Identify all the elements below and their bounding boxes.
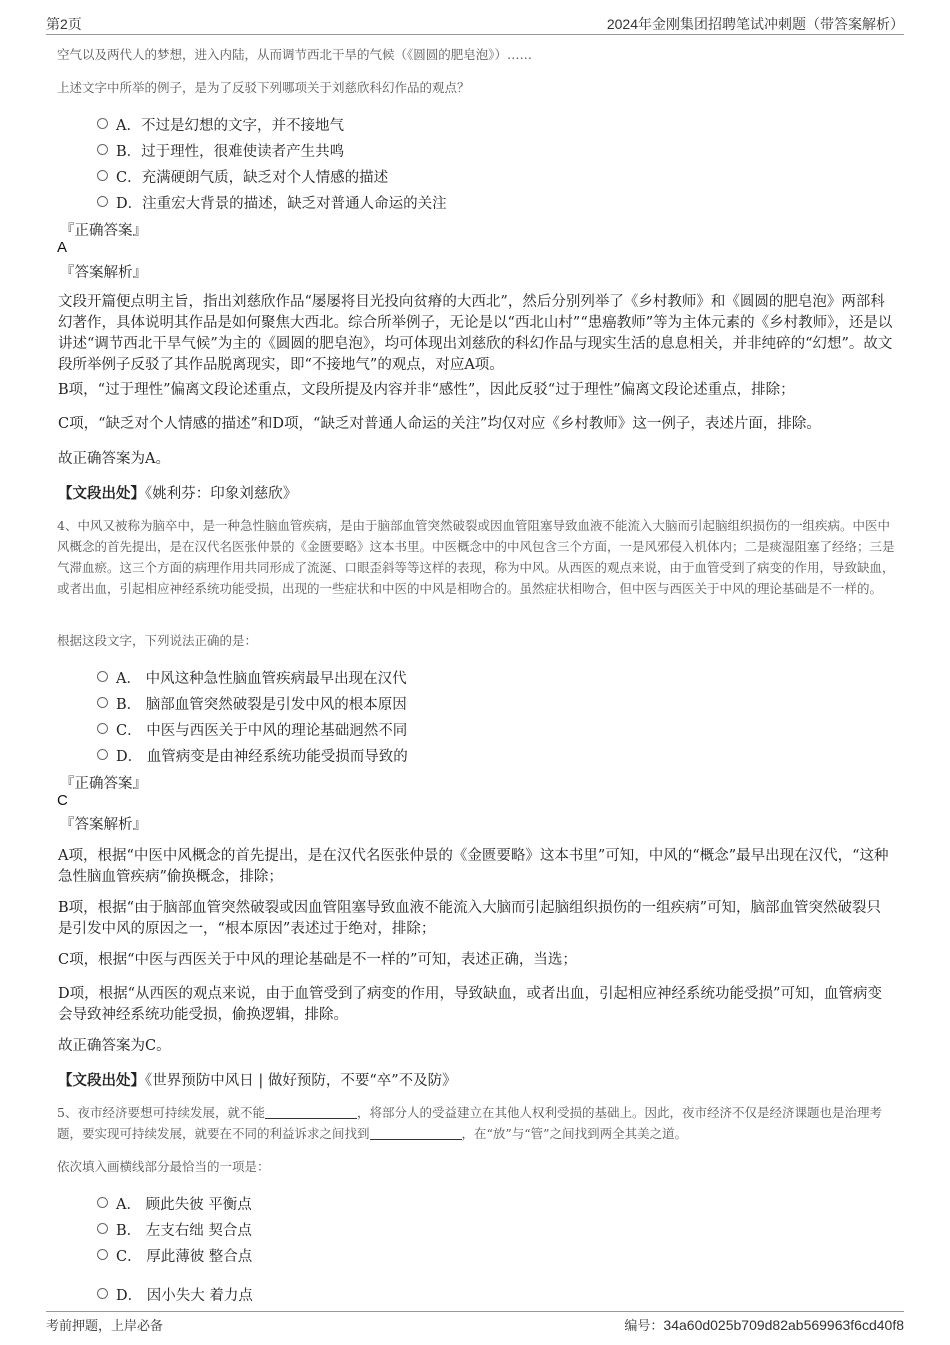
radio-icon[interactable] [97, 1223, 108, 1234]
radio-icon[interactable] [97, 196, 108, 207]
radio-icon[interactable] [97, 1249, 108, 1260]
footer-slogan: 考前押题，上岸必备 [46, 1319, 164, 1334]
q5-stem: 依次填入画横线部分最恰当的一项是： [57, 1159, 270, 1174]
q3-analysis-3: C项，“缺乏对个人情感的描述”和D项，“缺乏对普通人命运的关注”均仅对应《乡村教师》这一例子，表述片面，排除。 [58, 416, 821, 432]
radio-icon[interactable] [97, 749, 108, 760]
q4-analysis-3: C项，根据“中医与西医关于中风的理论基础是不一样的”可知，表述正确，当选； [58, 952, 577, 968]
q4-analysis-2: B项，根据“由于脑部血管突然破裂或因血管阻塞导致血液不能流入大脑而引起脑组织损伤的一组疾病”可知，脑部血管突然破裂只是引发中风的原因之一，“根本原因”表述过于绝对，排除； [58, 900, 881, 937]
q4-analysis-1: A项，根据“中医中风概念的首先提出，是在汉代名医张仲景的《金匮要略》这本书里”可知，中风的“概念”最早出现在汉代，“这种急性脑血管疾病”偷换概念，排除； [58, 848, 889, 885]
fill-blank-1[interactable] [265, 1106, 357, 1119]
q4-option-c[interactable]: C． 中医与西医关于中风的理论基础迥然不同 [97, 719, 407, 743]
page-header [46, 12, 904, 35]
q5-option-d[interactable]: D． 因小失大 着力点 [97, 1284, 253, 1308]
q4-source: 【文段出处】《世界预防中风日 | 做好预防，不要“卒”不及防》 [58, 1072, 457, 1089]
q4-analysis-4: D项，根据“从西医的观点来说，由于血管受到了病变的作用，导致缺血，或者出血，引起相应神经系统功能受损”可知，血管病变会导致神经系统功能受损，偷换逻辑，排除。 [58, 986, 882, 1023]
document-title: 2024年金刚集团招聘笔试冲刺题（带答案解析） [606, 16, 904, 32]
q4-answer: C [57, 792, 68, 809]
radio-icon[interactable] [97, 118, 108, 129]
q4-answer-label: 『正确答案』 [60, 776, 147, 792]
fill-blank-2[interactable] [370, 1127, 462, 1140]
radio-icon[interactable] [97, 1197, 108, 1208]
q4-stem: 根据这段文字，下列说法正确的是： [57, 633, 258, 648]
q3-option-b[interactable]: B．过于理性，很难使读者产生共鸣 [97, 140, 344, 164]
q4-analysis-5: 故正确答案为C。 [58, 1038, 171, 1054]
q3-analysis-1: 文段开篇便点明主旨，指出刘慈欣作品“屡屡将目光投向贫瘠的大西北”，然后分别列举了《乡村教师》和《圆圆的肥皂泡》两部科幻著作，具体说明其作品是如何聚焦大西北。综合所举例子，无论是以“西北山村”“患癌教师”等为主体元素的《乡村教师》，还是以讲述“调节西北干旱气候”为主的《圆圆的肥皂泡》，均可体现出刘慈欣的科幻作品与现实生活的息息相关，并非纯碎的“幻想”。故文段所举例子反驳了其作品脱离现实，即“不接地气”的观点，对应A项。 [58, 294, 893, 373]
q3-analysis-2: B项，“过于理性”偏离文段论述重点，文段所提及内容并非“感性”，因此反驳“过于理性”偏离文段论述重点，排除； [58, 382, 795, 398]
q5-option-c[interactable]: C． 厚此薄彼 整合点 [97, 1245, 252, 1269]
radio-icon[interactable] [97, 1288, 108, 1299]
radio-icon[interactable] [97, 697, 108, 708]
q3-source: 【文段出处】《姚利芬：印象刘慈欣》 [58, 485, 298, 502]
q3-option-d[interactable]: D．注重宏大背景的描述，缺乏对普通人命运的关注 [97, 192, 447, 216]
q4-option-b[interactable]: B． 脑部血管突然破裂是引发中风的根本原因 [97, 693, 407, 717]
radio-icon[interactable] [97, 144, 108, 155]
q4-option-d[interactable]: D． 血管病变是由神经系统功能受损而导致的 [97, 745, 408, 769]
q3-option-c[interactable]: C．充满硬朗气质，缺乏对个人情感的描述 [97, 166, 388, 190]
page-footer [46, 1311, 904, 1334]
radio-icon[interactable] [97, 170, 108, 181]
q3-passage-tail: 空气以及两代人的梦想，进入内陆，从而调节西北干旱的气候（《圆圆的肥皂泡》）…… [57, 47, 533, 62]
q3-analysis-label: 『答案解析』 [60, 265, 147, 281]
radio-icon[interactable] [97, 671, 108, 682]
q3-option-a[interactable]: A．不过是幻想的文字，并不接地气 [97, 114, 344, 138]
q3-answer-label: 『正确答案』 [60, 223, 147, 239]
q5-passage: 5、夜市经济要想可持续发展，就不能 ，将部分人的受益建立在其他人权利受损的基础上。因此，夜市经济不仅是经济课题也是治理考题，要实现可持续发展，就要在不同的利益诉求之间找到 ，在“放”与“管”之间找到两全其美之道。 [57, 1105, 882, 1141]
radio-icon[interactable] [97, 723, 108, 734]
q3-stem: 上述文字中所举的例子，是为了反驳下列哪项关于刘慈欣科幻作品的观点？ [57, 80, 470, 95]
q4-analysis-label: 『答案解析』 [60, 817, 147, 833]
q5-option-a[interactable]: A． 顾此失彼 平衡点 [97, 1193, 252, 1217]
q3-analysis-4: 故正确答案为A。 [58, 451, 170, 467]
q5-option-b[interactable]: B． 左支右绌 契合点 [97, 1219, 252, 1243]
document-code: 编号：34a60d025b709d82ab569963f6cd40f8 [624, 1317, 904, 1334]
q4-passage: 4、中风又被称为脑卒中，是一种急性脑血管疾病，是由于脑部血管突然破裂或因血管阻塞导致血液不能流入大脑而引起脑组织损伤的一组疾病。中医中风概念的首先提出，是在汉代名医张仲景的《金匮要略》这本书里。中医概念中的中风包含三个方面，一是风邪侵入机体内；二是痰湿阻塞了经络；三是气滞血瘀。这三个方面的病理作用共同形成了流涎、口眼歪斜等等这样的表现，称为中风。从西医的观点来说，由于血管受到了病变的作用，导致缺血，或者出血，引起相应神经系统功能受损，出现的一些症状和中医的中风是相吻合的。虽然症状相吻合，但中医与西医关于中风的理论基础是不一样的。 [57, 518, 895, 596]
q4-option-a[interactable]: A． 中风这种急性脑血管疾病最早出现在汉代 [97, 667, 407, 691]
page-number: 第2页 [46, 16, 82, 32]
q3-answer: A [57, 239, 68, 256]
